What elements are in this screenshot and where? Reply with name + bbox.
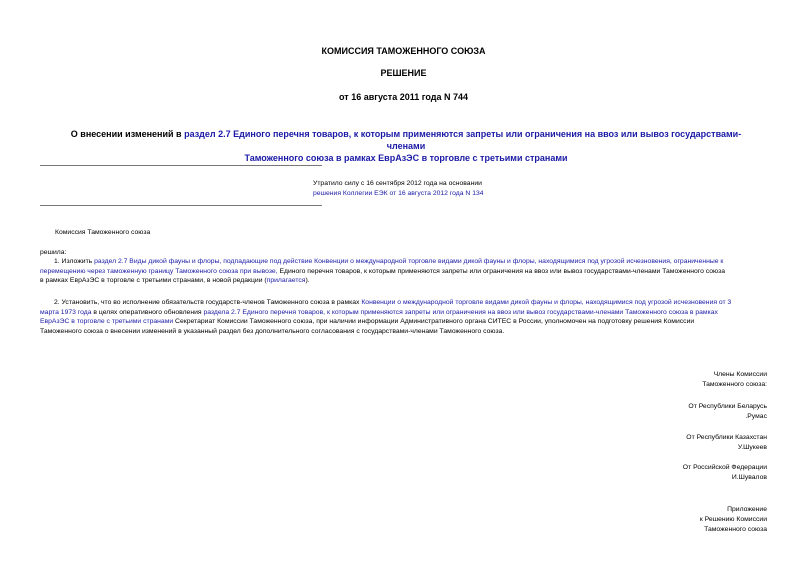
p1-link-appendix[interactable]: прилагается [266, 277, 306, 284]
members-line2: Таможенного союза: [702, 381, 767, 388]
signature-belarus [688, 402, 767, 422]
date-heading: от 16 августа 2011 года N 744 [339, 92, 468, 102]
p1-text-b: Единого перечня товаров, к которым применяются запреты или ограничения на ввоз или вывоз государствами-членами Таможенного союза [277, 267, 726, 275]
paragraph-1 [40, 257, 768, 286]
p1-number: 1. Изложить [54, 258, 95, 265]
signatures-members [702, 370, 767, 390]
p1-text-c: в рамках ЕврАзЭС в торговле с третьими странами, в новой редакции ( [40, 277, 267, 284]
title-prefix: О внесении изменений в [70, 129, 185, 139]
decided-text: решила: [40, 249, 67, 256]
p2-text-d: Таможенного союза о внесении изменений в указанный раздел без дополнительного согласования с государствами-членами Таможенного союза. [40, 327, 505, 335]
title-link-line2[interactable]: Таможенного союза в рамках ЕврАзЭС в торговле с третьими странами [244, 153, 568, 163]
p2-link-convention[interactable]: Конвенции о международной торговле видами дикой фауны и флоры, находящимися под угрозой исчезновения от 3 [361, 299, 732, 306]
p2-text-c: Секретариат Комиссии Таможенного союза, при наличии информации Административного органа СИТЕС в России, уполномочен на подготовку решения Комиссии [173, 318, 695, 325]
kazakhstan-label: От Республики Казахстан [686, 434, 767, 441]
belarus-label: От Республики Беларусь [688, 403, 767, 410]
doc-title [52, 128, 760, 164]
divider-top [40, 165, 322, 166]
issuer-text: Комиссия Таможенного союза [55, 229, 151, 236]
appendix-note [700, 505, 767, 535]
divider-bottom [40, 205, 322, 206]
russia-label: От Российской Федерации [682, 464, 767, 471]
members-line1: Члены Комиссии [713, 371, 767, 378]
p2-text-b: в целях оперативного обновления [91, 308, 204, 316]
kazakhstan-name: У.Шукеев [737, 444, 767, 451]
belarus-name: .Румас [745, 413, 767, 420]
appendix-line2: к Решению Комиссии [699, 516, 767, 523]
p1-link-section[interactable]: раздел 2.7 Виды дикой фауны и флоры, подпадающие под действие Конвенции о международной торговле видами дикой фауны и флоры, находящимися под угрозой исчезновения, ограниченные к [94, 258, 724, 265]
p1-end: ). [305, 277, 310, 284]
signature-russia [683, 463, 767, 483]
p1-link-section-cont[interactable]: перемещению через таможенную границу Таможенного союза при вывозе, [40, 267, 278, 275]
p2-text-a: 2. Установить, что во исполнение обязательств государств-членов Таможенного союза в рамках [54, 299, 362, 306]
validity-line1: Утратило силу с 16 сентября 2012 года на основании [313, 180, 482, 187]
doc-type-heading: РЕШЕНИЕ [380, 68, 427, 78]
p2-link-section-cont[interactable]: ЕврАзЭС в торговле с третьими странами [40, 318, 174, 325]
appendix-line3: Таможенного союза [704, 526, 767, 533]
p2-link-convention-date[interactable]: марта 1973 года [40, 308, 92, 316]
p2-link-section[interactable]: раздела 2.7 Единого перечня товаров, к которым применяются запреты или ограничения на ввоз или вывоз государствами-членами Таможенного союза в рамках [203, 308, 718, 316]
validity-note [313, 179, 484, 198]
org-heading: КОМИССИЯ ТАМОЖЕННОГО СОЮЗА [321, 46, 486, 56]
russia-name: И.Шувалов [731, 474, 767, 481]
appendix-line1: Приложение [727, 506, 767, 513]
validity-link[interactable]: решения Коллегии ЕЭК от 16 августа 2012 года N 134 [313, 189, 484, 197]
signature-kazakhstan [686, 433, 767, 453]
title-link-line1[interactable]: раздел 2.7 Единого перечня товаров, к которым применяются запреты или ограничения на ввоз или вывоз государствами-членами [184, 129, 742, 151]
paragraph-2 [40, 298, 768, 336]
